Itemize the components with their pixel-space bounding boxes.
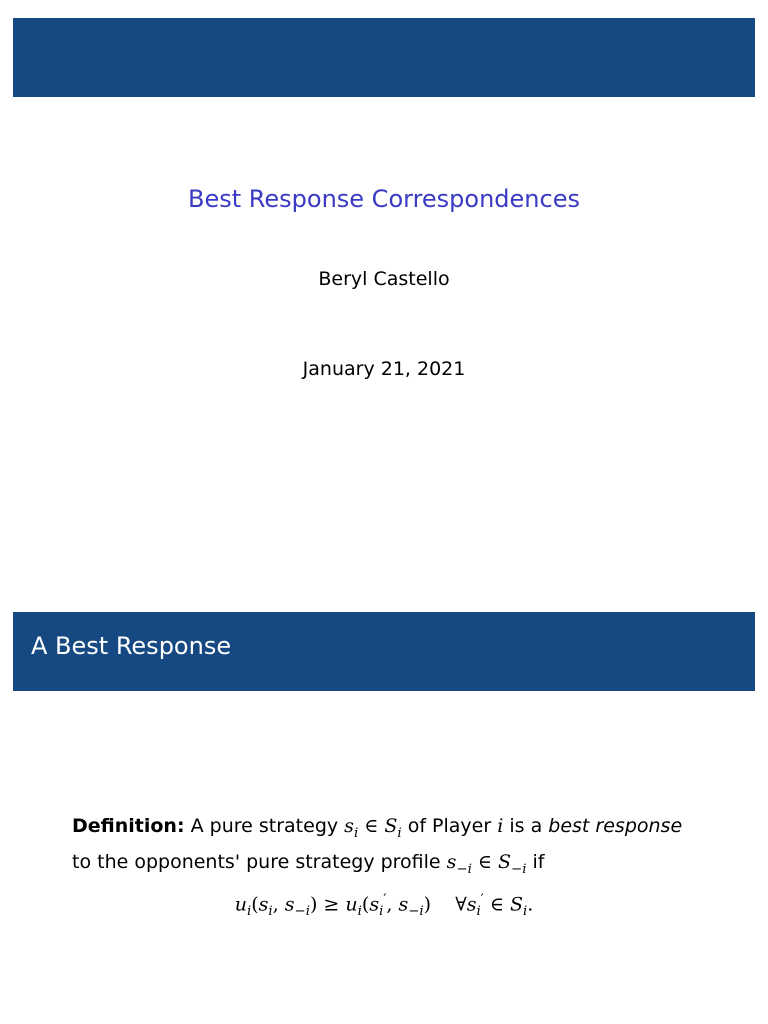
author-name: Beryl Castello bbox=[318, 268, 450, 290]
best-response-formula: $u_i(s_i$, $s_{-i}) \ge u_i(s_i'$, $s_{-i}$) $\forall s_i'$ ∈ $S_i$. bbox=[234, 892, 534, 920]
presentation-date: January 21, 2021 bbox=[302, 358, 466, 380]
definition-text-1: A pure strategy bbox=[190, 815, 339, 837]
definition-block bbox=[72, 812, 712, 884]
best-response-term: best response bbox=[548, 815, 683, 837]
definition-text-2: of Player bbox=[407, 815, 492, 837]
definition-slide bbox=[0, 600, 768, 1024]
definition-label: Definition: bbox=[72, 815, 185, 837]
presentation-title: Best Response Correspondences bbox=[188, 185, 580, 213]
math-i: i bbox=[497, 815, 504, 837]
header-bar bbox=[13, 612, 755, 691]
definition-text-5: if bbox=[532, 850, 545, 873]
definition-text-4: to the opponents' pure strategy profile bbox=[72, 850, 441, 873]
frame-title: A Best Response bbox=[31, 632, 232, 660]
math-si-in-Si: $s_i$ ∈ $S_i$ bbox=[344, 815, 402, 841]
math-s-minus-i: $s_{-i}$ ∈ $S_{-i}$ bbox=[446, 850, 527, 877]
definition-text-3: is a bbox=[509, 815, 543, 837]
header-bar bbox=[13, 18, 755, 97]
